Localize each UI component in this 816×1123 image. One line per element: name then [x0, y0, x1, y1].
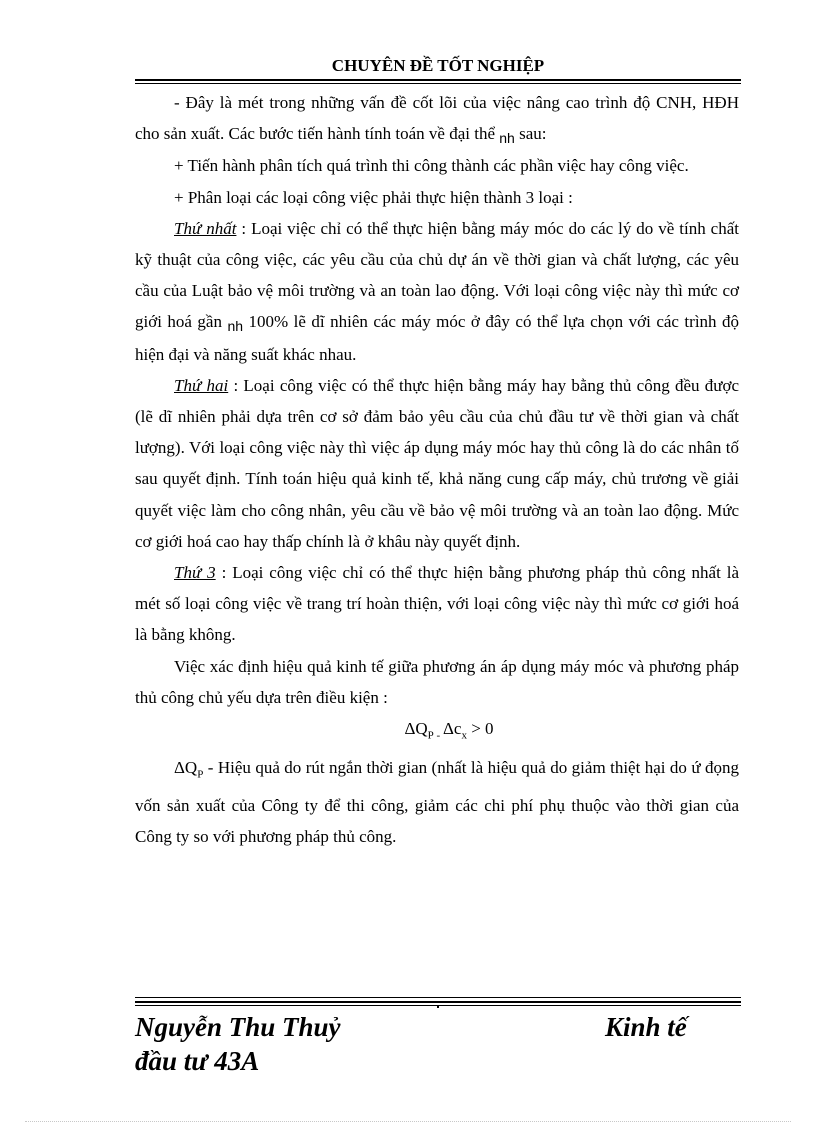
paragraph-2: + Tiến hành phân tích quá trình thi công thành các phần việc hay công việc.: [174, 156, 689, 176]
label-thu-3: Thứ 3: [174, 563, 216, 583]
paragraph-1: - Đây là mét trong những vấn đề cốt lõi của việc nâng cao trình độ CNH, HĐH cho sản xuất. Các bước tiến hành tính toán về đại thể $_{nh}$ sau:: [135, 93, 739, 147]
header-rule-thin: [135, 83, 741, 84]
footer-major-line2: đầu tư 43A: [135, 1046, 260, 1076]
footer-rule-top: [135, 997, 741, 998]
nh-fragment: nh: [227, 318, 244, 335]
paragraph-6: Thứ 3 : Loại công việc chỉ có thể thực hiện bằng phương pháp thủ công nhất là mét số loại công việc về trang trí hoàn thiện, với loại công việc này thì mức cơ giới hoá là bằng không.: [135, 563, 740, 645]
paragraph-7: Việc xác định hiệu quả kinh tế giữa phương án áp dụng máy móc và phương pháp thủ công chủ yếu dựa trên điều kiện :: [135, 656, 739, 707]
label-thu-hai: Thứ hai: [174, 375, 229, 395]
paragraph-5: Thứ hai : Loại công việc có thể thực hiện bằng máy hay bằng thủ công đều được (lẽ dĩ nhiên phải dựa trên cơ sở đảm bảo yêu cầu của chủ đầu tư về thời gian và chất lượng). Với loại công việc này thì việc áp dụng máy móc hay thủ công là do các nhân tố sau quyết định. Tính toán hiệu quả kinh tế, khả năng cung cấp máy, chủ trương về giải quyết việc làm cho công nhân, yêu cầu về bảo vệ môi trường và an toàn lao động. Mức cơ giới hoá cao hay thấp chính là ở khâu này quyết định.: [135, 375, 739, 551]
page-header-title: CHUYÊN ĐỀ TỐT NGHIỆP: [331, 56, 545, 75]
footer-major-line1: Kinh tế: [605, 1012, 687, 1042]
nh-fragment: nh: [499, 130, 515, 147]
page-bottom-border: [25, 1121, 791, 1122]
header-rule-thick: [135, 79, 741, 81]
footer-author: Nguyễn Thu Thuỷ: [135, 1012, 341, 1042]
equation: $\Delta Q_P$ $_-$ $\Delta c_x > 0$: [404, 719, 494, 742]
footer-rule-middle: [135, 1001, 741, 1003]
paragraph-8: $\Delta Q_P$ - Hiệu quả do rút ngắn thời gian (nhất là hiệu quả do giảm thiệt hại do ứ đọng vốn sản xuất của Công ty để thi công, giảm các chi phí phụ thuộc vào thời gian của Công ty so với phương pháp thủ công.: [135, 757, 739, 847]
label-thu-nhat: Thứ nhất: [174, 218, 237, 238]
paragraph-4: Thứ nhất : Loại việc chỉ có thể thực hiện bằng máy móc do các lý do về tính chất kỹ thuật của công việc, các yêu cầu của chủ dự án về thời gian và chất lượng, các yêu cầu của Luật bảo vệ môi trường và an toàn lao động. Với loại công việc này thì mức cơ giới hoá gần $_{nh}$ 100% lẽ dĩ nhiên các máy móc ở đây có thể lựa chọn với các trình độ hiện đại và năng suất khác nhau.: [135, 218, 740, 364]
body-text: [135, 87, 739, 853]
footer-rule-tick: [437, 1005, 439, 1008]
paragraph-3: + Phân loại các loại công việc phải thực hiện thành 3 loại :: [174, 187, 573, 207]
